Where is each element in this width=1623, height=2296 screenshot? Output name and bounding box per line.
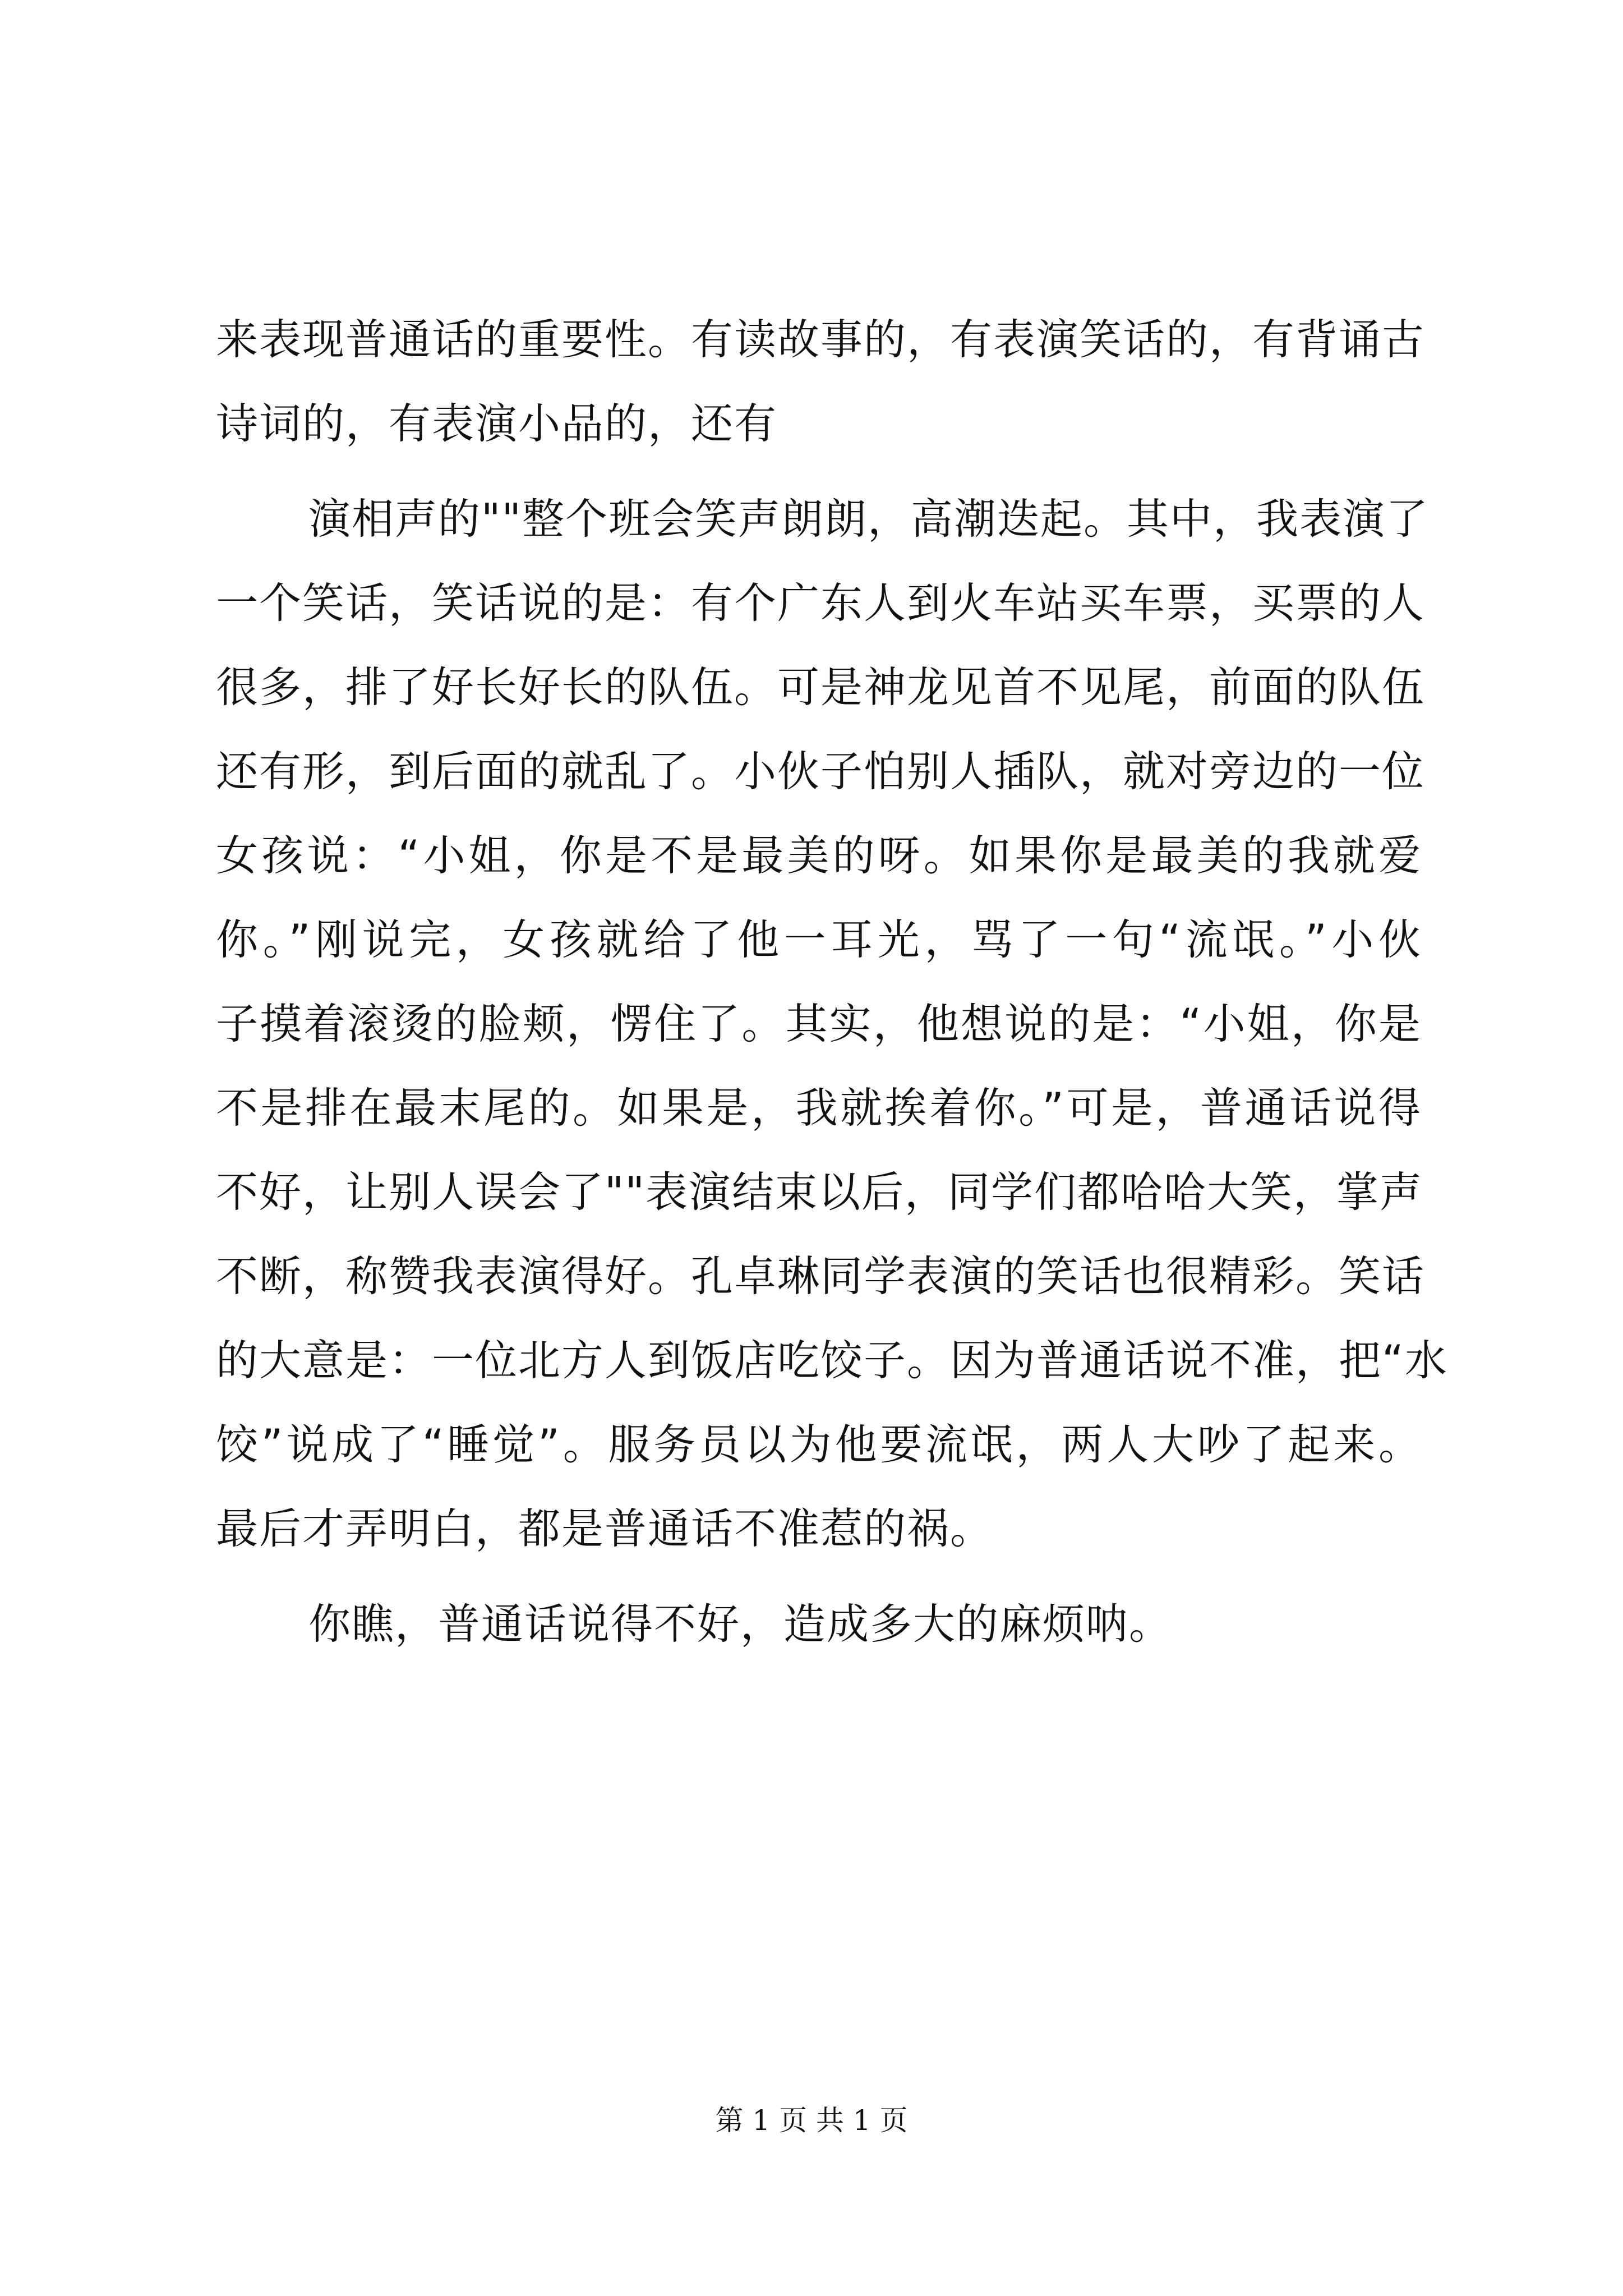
text-line: 不好，让别人误会了""表演结束以后，同学们都哈哈大笑，掌声 <box>216 1167 1423 1217</box>
text-line: 不断，称赞我表演得好。孔卓琳同学表演的笑话也很精彩。笑话 <box>216 1251 1426 1301</box>
paragraph-1 <box>216 297 1426 466</box>
text-line: 不是排在最末尾的。如果是，我就挨着你。”可是，普通话说得 <box>216 1083 1422 1133</box>
text-line: 还有形，到后面的就乱了。小伙子怕别人插队，就对旁边的一位 <box>216 747 1426 796</box>
paragraph-2 <box>216 477 1448 1571</box>
text-line: 你。”刚说完，女孩就给了他一耳光，骂了一句“流氓。”小伙 <box>216 915 1422 964</box>
text-line: 很多，排了好长好长的队伍。可是神龙见首不见尾，前面的队伍 <box>216 662 1426 712</box>
text-line: 子摸着滚烫的脸颊，愣住了。其实，他想说的是：“小姐，你是 <box>216 999 1422 1048</box>
paragraph-3 <box>216 1582 1422 1666</box>
text-line: 的大意是：一位北方人到饭店吃饺子。因为普通话说不准，把“水 <box>216 1336 1448 1385</box>
document-body <box>216 297 1448 1666</box>
text-line: 诗词的，有表演小品的，还有 <box>216 399 778 448</box>
text-line: 演相声的""整个班会笑声朗朗，高潮迭起。其中，我表演了 <box>308 494 1429 544</box>
text-line: 女孩说：“小姐，你是不是最美的呀。如果你是最美的我就爱 <box>216 831 1422 880</box>
text-line: 饺”说成了“睡觉”。服务员以为他要流氓，两人大吵了起来。 <box>216 1420 1422 1469</box>
text-line: 最后才弄明白，都是普通话不准惹的祸。 <box>216 1504 994 1553</box>
page-number-footer: 第 1 页 共 1 页 <box>715 2104 908 2137</box>
text-line: 你瞧，普通话说得不好，造成多大的麻烦呐。 <box>308 1599 1173 1649</box>
text-line: 来表现普通话的重要性。有读故事的，有表演笑话的，有背诵古 <box>216 315 1426 364</box>
text-line: 一个笑话，笑话说的是：有个广东人到火车站买车票，买票的人 <box>216 578 1426 628</box>
